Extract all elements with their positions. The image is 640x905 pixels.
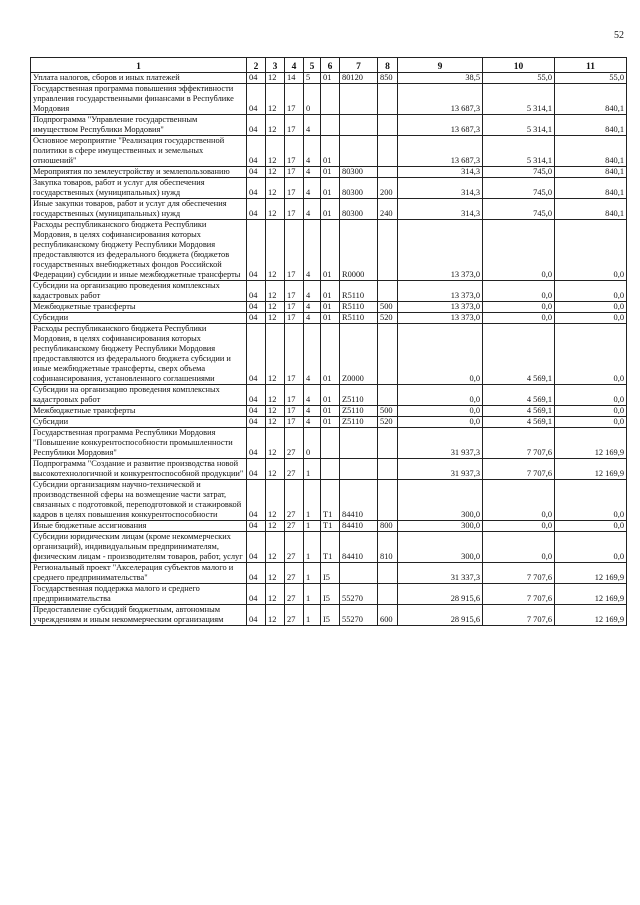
table-cell-col5: 0 [304,428,321,459]
table-cell-col2: 04 [247,136,266,167]
table-cell-col10: 0,0 [483,480,555,521]
table-cell-col9: 0,0 [398,417,483,428]
table-cell-col2: 04 [247,324,266,385]
table-cell-col6 [321,115,340,136]
row-name-cell: Субсидии организациям научно-технической и производственной сферы на возмещение части затрат, связанных с подготовкой, переподготовкой и стажировкой кадров в целях повышения конкурентоспособности [31,480,247,521]
table-cell-col7: 80300 [340,178,378,199]
table-cell-col2: 04 [247,220,266,281]
table-cell-col3: 12 [266,324,285,385]
table-cell-col8: 850 [378,73,398,84]
table-cell-col2: 04 [247,428,266,459]
table-cell-col10: 745,0 [483,178,555,199]
table-cell-col9: 28 915,6 [398,584,483,605]
column-header-6: 6 [321,58,340,73]
table-row [31,480,627,521]
table-cell-col8 [378,136,398,167]
table-cell-col10: 0,0 [483,521,555,532]
table-cell-col3: 12 [266,406,285,417]
table-cell-col9: 0,0 [398,385,483,406]
row-name-cell: Подпрограмма "Управление государственным имуществом Республики Мордовия" [31,115,247,136]
row-name-cell: Уплата налогов, сборов и иных платежей [31,73,247,84]
table-cell-col4: 17 [285,385,304,406]
table-cell-col11: 12 169,9 [555,459,627,480]
table-cell-col9: 13 373,0 [398,302,483,313]
table-cell-col9: 31 937,3 [398,459,483,480]
table-cell-col5: 1 [304,584,321,605]
table-cell-col4: 17 [285,84,304,115]
table-cell-col6: 01 [321,136,340,167]
table-cell-col5: 4 [304,199,321,220]
table-cell-col7: 80300 [340,199,378,220]
table-cell-col3: 12 [266,199,285,220]
table-cell-col2: 04 [247,178,266,199]
table-cell-col5: 1 [304,480,321,521]
table-cell-col5: 4 [304,417,321,428]
table-cell-col10: 5 314,1 [483,115,555,136]
table-cell-col11: 12 169,9 [555,428,627,459]
table-cell-col7: Z5110 [340,406,378,417]
row-name-cell: Расходы республиканского бюджета Республики Мордовия, в целях софинансирования которых республиканскому бюджету Республики Мордовия предоставляются из федерального бюджета (бюджетов государственных внебюджетных фондов Российской Федерации) субсидии и иные межбюджетные трансферты [31,220,247,281]
table-cell-col3: 12 [266,136,285,167]
table-cell-col8 [378,281,398,302]
table-cell-col7 [340,459,378,480]
column-header-5: 5 [304,58,321,73]
table-cell-col7: 84410 [340,521,378,532]
table-cell-col6: 01 [321,281,340,302]
table-cell-col6: Т1 [321,532,340,563]
row-name-cell: Иные бюджетные ассигнования [31,521,247,532]
table-cell-col8 [378,324,398,385]
table-cell-col7 [340,428,378,459]
budget-table [30,57,627,626]
table-cell-col7: R0000 [340,220,378,281]
table-cell-col5: 4 [304,302,321,313]
table-row [31,428,627,459]
table-cell-col5: 1 [304,459,321,480]
table-cell-col2: 04 [247,459,266,480]
table-cell-col2: 04 [247,417,266,428]
table-cell-col11: 0,0 [555,385,627,406]
table-cell-col6: 01 [321,167,340,178]
table-cell-col9: 0,0 [398,406,483,417]
table-cell-col9: 38,5 [398,73,483,84]
table-cell-col2: 04 [247,385,266,406]
column-header-8: 8 [378,58,398,73]
table-cell-col10: 7 707,6 [483,584,555,605]
table-cell-col10: 745,0 [483,199,555,220]
table-cell-col6: 01 [321,324,340,385]
table-cell-col6 [321,459,340,480]
table-cell-col3: 12 [266,313,285,324]
table-cell-col8 [378,84,398,115]
table-cell-col11: 0,0 [555,521,627,532]
row-name-cell: Иные закупки товаров, работ и услуг для обеспечения государственных (муниципальных) нужд [31,199,247,220]
table-row [31,73,627,84]
row-name-cell: Субсидии юридическим лицам (кроме некоммерческих организаций), индивидуальным предпринимателям, физическим лицам - производителям товаров, работ, услуг [31,532,247,563]
table-cell-col9: 300,0 [398,532,483,563]
table-cell-col10: 0,0 [483,302,555,313]
table-cell-col5: 4 [304,220,321,281]
table-cell-col10: 7 707,6 [483,563,555,584]
table-cell-col9: 300,0 [398,480,483,521]
table-cell-col7: R5110 [340,313,378,324]
table-cell-col4: 17 [285,417,304,428]
table-body [31,73,627,626]
table-cell-col9: 13 687,3 [398,115,483,136]
table-cell-col10: 7 707,6 [483,605,555,626]
table-cell-col5: 4 [304,167,321,178]
table-cell-col3: 12 [266,428,285,459]
column-header-3: 3 [266,58,285,73]
table-cell-col4: 17 [285,313,304,324]
table-cell-col7: 84410 [340,532,378,563]
table-cell-col8 [378,220,398,281]
table-cell-col11: 12 169,9 [555,563,627,584]
table-cell-col11: 0,0 [555,324,627,385]
table-cell-col6: I5 [321,563,340,584]
table-cell-col10: 4 569,1 [483,324,555,385]
table-cell-col7: 55270 [340,584,378,605]
row-name-cell: Субсидии [31,313,247,324]
table-cell-col7: 80120 [340,73,378,84]
column-header-10: 10 [483,58,555,73]
table-cell-col3: 12 [266,84,285,115]
table-row [31,84,627,115]
table-cell-col2: 04 [247,84,266,115]
table-row [31,521,627,532]
table-cell-col2: 04 [247,563,266,584]
table-cell-col2: 04 [247,605,266,626]
table-cell-col11: 840,1 [555,199,627,220]
table-cell-col10: 0,0 [483,220,555,281]
table-cell-col7 [340,115,378,136]
table-cell-col9: 314,3 [398,199,483,220]
table-cell-col7 [340,84,378,115]
row-name-cell: Межбюджетные трансферты [31,406,247,417]
table-cell-col4: 27 [285,532,304,563]
table-cell-col4: 17 [285,220,304,281]
table-cell-col2: 04 [247,532,266,563]
table-row [31,584,627,605]
table-cell-col4: 17 [285,115,304,136]
table-cell-col6: 01 [321,302,340,313]
table-row [31,220,627,281]
table-cell-col7: Z5110 [340,385,378,406]
table-cell-col6 [321,84,340,115]
table-header-row [31,58,627,73]
table-cell-col6: 01 [321,73,340,84]
row-name-cell: Мероприятия по землеустройству и землепользованию [31,167,247,178]
table-cell-col6: 01 [321,406,340,417]
table-cell-col3: 12 [266,459,285,480]
table-cell-col5: 4 [304,313,321,324]
table-cell-col3: 12 [266,73,285,84]
table-cell-col9: 13 373,0 [398,220,483,281]
table-cell-col3: 12 [266,302,285,313]
table-cell-col8: 600 [378,605,398,626]
table-cell-col6: 01 [321,313,340,324]
table-cell-col5: 4 [304,324,321,385]
table-cell-col10: 5 314,1 [483,84,555,115]
table-cell-col4: 27 [285,563,304,584]
table-cell-col9: 31 937,3 [398,428,483,459]
table-cell-col9: 300,0 [398,521,483,532]
table-cell-col7: 84410 [340,480,378,521]
table-cell-col10: 0,0 [483,313,555,324]
table-cell-col9: 0,0 [398,324,483,385]
table-cell-col6: 01 [321,417,340,428]
table-cell-col5: 1 [304,521,321,532]
table-cell-col7 [340,563,378,584]
table-cell-col10: 7 707,6 [483,459,555,480]
table-cell-col8: 240 [378,199,398,220]
table-cell-col5: 4 [304,136,321,167]
table-cell-col11: 0,0 [555,313,627,324]
table-cell-col4: 17 [285,167,304,178]
table-cell-col7 [340,136,378,167]
table-cell-col11: 0,0 [555,281,627,302]
table-cell-col10: 7 707,6 [483,428,555,459]
table-cell-col9: 13 687,3 [398,84,483,115]
table-row [31,313,627,324]
table-cell-col11: 840,1 [555,167,627,178]
table-cell-col7: R5110 [340,281,378,302]
table-cell-col9: 314,3 [398,167,483,178]
table-cell-col4: 14 [285,73,304,84]
table-cell-col3: 12 [266,220,285,281]
table-cell-col3: 12 [266,584,285,605]
table-row [31,281,627,302]
table-cell-col4: 17 [285,324,304,385]
table-cell-col3: 12 [266,178,285,199]
table-cell-col11: 55,0 [555,73,627,84]
table-cell-col11: 840,1 [555,136,627,167]
table-cell-col11: 840,1 [555,84,627,115]
table-cell-col8 [378,167,398,178]
table-cell-col11: 0,0 [555,406,627,417]
row-name-cell: Государственная программа Республики Мордовия "Повышение конкурентоспособности промышленности Республики Мордовия" [31,428,247,459]
table-row [31,136,627,167]
row-name-cell: Государственная программа повышения эффективности управления государственными финансами в Республике Мордовия [31,84,247,115]
table-cell-col8 [378,584,398,605]
table-cell-col5: 4 [304,385,321,406]
table-cell-col6: 01 [321,220,340,281]
column-header-11: 11 [555,58,627,73]
table-cell-col3: 12 [266,167,285,178]
table-cell-col8: 520 [378,417,398,428]
table-cell-col2: 04 [247,584,266,605]
table-cell-col2: 04 [247,302,266,313]
table-cell-col10: 0,0 [483,532,555,563]
table-row [31,302,627,313]
table-cell-col8 [378,480,398,521]
table-row [31,417,627,428]
table-cell-col10: 4 569,1 [483,417,555,428]
table-cell-col4: 17 [285,178,304,199]
table-cell-col4: 27 [285,480,304,521]
row-name-cell: Межбюджетные трансферты [31,302,247,313]
table-cell-col5: 0 [304,84,321,115]
table-cell-col11: 12 169,9 [555,605,627,626]
table-cell-col7: R5110 [340,302,378,313]
page-number: 52 [614,30,624,41]
table-cell-col2: 04 [247,199,266,220]
table-row [31,178,627,199]
table-cell-col4: 27 [285,428,304,459]
table-cell-col4: 27 [285,605,304,626]
table-cell-col6 [321,428,340,459]
row-name-cell: Субсидии на организацию проведения комплексных кадастровых работ [31,281,247,302]
table-cell-col2: 04 [247,313,266,324]
row-name-cell: Основное мероприятие "Реализация государственной политики в сфере имущественных и земельных отношений" [31,136,247,167]
table-cell-col3: 12 [266,563,285,584]
table-cell-col4: 27 [285,459,304,480]
table-cell-col10: 55,0 [483,73,555,84]
table-cell-col2: 04 [247,480,266,521]
table-cell-col8 [378,563,398,584]
table-cell-col6: I5 [321,584,340,605]
table-cell-col9: 13 373,0 [398,281,483,302]
table-cell-col6: Т1 [321,480,340,521]
column-header-4: 4 [285,58,304,73]
table-row [31,605,627,626]
table-cell-col9: 13 687,3 [398,136,483,167]
table-cell-col10: 4 569,1 [483,406,555,417]
column-header-1: 1 [31,58,247,73]
column-header-2: 2 [247,58,266,73]
table-cell-col4: 17 [285,199,304,220]
table-cell-col11: 0,0 [555,302,627,313]
table-cell-col11: 0,0 [555,532,627,563]
table-row [31,385,627,406]
table-cell-col5: 1 [304,605,321,626]
table-cell-col6: I5 [321,605,340,626]
table-row [31,167,627,178]
table-cell-col4: 17 [285,136,304,167]
table-row [31,199,627,220]
table-cell-col7: Z0000 [340,324,378,385]
table-cell-col11: 12 169,9 [555,584,627,605]
table-row [31,115,627,136]
table-cell-col11: 840,1 [555,115,627,136]
table-cell-col10: 4 569,1 [483,385,555,406]
table-cell-col6: Т1 [321,521,340,532]
table-cell-col8 [378,385,398,406]
table-cell-col11: 840,1 [555,178,627,199]
table-cell-col8: 500 [378,406,398,417]
row-name-cell: Подпрограмма "Создание и развитие производства новой высокотехнологичной и конкурентоспособной продукции" [31,459,247,480]
table-cell-col5: 4 [304,115,321,136]
table-cell-col7: 55270 [340,605,378,626]
table-cell-col8: 520 [378,313,398,324]
table-cell-col5: 1 [304,563,321,584]
row-name-cell: Закупка товаров, работ и услуг для обеспечения государственных (муниципальных) нужд [31,178,247,199]
row-name-cell: Предоставление субсидий бюджетным, автономным учреждениям и иным некоммерческим организациям [31,605,247,626]
table-cell-col7: 80300 [340,167,378,178]
table-cell-col10: 0,0 [483,281,555,302]
table-cell-col2: 04 [247,521,266,532]
table-cell-col9: 31 337,3 [398,563,483,584]
table-cell-col5: 4 [304,281,321,302]
table-cell-col10: 745,0 [483,167,555,178]
row-name-cell: Субсидии [31,417,247,428]
table-cell-col4: 17 [285,302,304,313]
table-cell-col8: 810 [378,532,398,563]
table-cell-col3: 12 [266,115,285,136]
table-cell-col3: 12 [266,521,285,532]
table-cell-col7: Z5110 [340,417,378,428]
table-cell-col4: 17 [285,281,304,302]
table-cell-col8 [378,459,398,480]
table-cell-col2: 04 [247,167,266,178]
table-cell-col4: 27 [285,584,304,605]
table-cell-col6: 01 [321,385,340,406]
table-cell-col5: 4 [304,178,321,199]
table-cell-col11: 0,0 [555,417,627,428]
row-name-cell: Региональный проект "Акселерация субъектов малого и среднего предпринимательства" [31,563,247,584]
table-cell-col8 [378,115,398,136]
table-cell-col5: 5 [304,73,321,84]
table-cell-col8: 800 [378,521,398,532]
table-cell-col3: 12 [266,385,285,406]
table-cell-col8: 500 [378,302,398,313]
table-cell-col9: 13 373,0 [398,313,483,324]
table-cell-col8 [378,428,398,459]
table-cell-col5: 1 [304,532,321,563]
column-header-7: 7 [340,58,378,73]
row-name-cell: Государственная поддержка малого и среднего предпринимательства [31,584,247,605]
table-cell-col8: 200 [378,178,398,199]
table-row [31,459,627,480]
table-cell-col4: 17 [285,406,304,417]
table-cell-col6: 01 [321,178,340,199]
table-cell-col11: 0,0 [555,220,627,281]
table-row [31,324,627,385]
table-cell-col3: 12 [266,532,285,563]
row-name-cell: Субсидии на организацию проведения комплексных кадастровых работ [31,385,247,406]
table-cell-col11: 0,0 [555,480,627,521]
table-cell-col3: 12 [266,417,285,428]
table-cell-col3: 12 [266,480,285,521]
table-cell-col2: 04 [247,115,266,136]
table-cell-col3: 12 [266,281,285,302]
table-cell-col2: 04 [247,406,266,417]
table-cell-col4: 27 [285,521,304,532]
table-cell-col3: 12 [266,605,285,626]
table-cell-col6: 01 [321,199,340,220]
table-cell-col9: 314,3 [398,178,483,199]
table-row [31,406,627,417]
table-cell-col5: 4 [304,406,321,417]
table-cell-col2: 04 [247,281,266,302]
table-cell-col9: 28 915,6 [398,605,483,626]
table-row [31,532,627,563]
table-cell-col2: 04 [247,73,266,84]
table-cell-col10: 5 314,1 [483,136,555,167]
table-row [31,563,627,584]
row-name-cell: Расходы республиканского бюджета Республики Мордовия, в целях софинансирования которых республиканскому бюджету Республики Мордовия предоставляются из федерального бюджета субсидии и иные межбюджетные трансферты, сверх объема софинансирования, установленного соглашениями [31,324,247,385]
column-header-9: 9 [398,58,483,73]
